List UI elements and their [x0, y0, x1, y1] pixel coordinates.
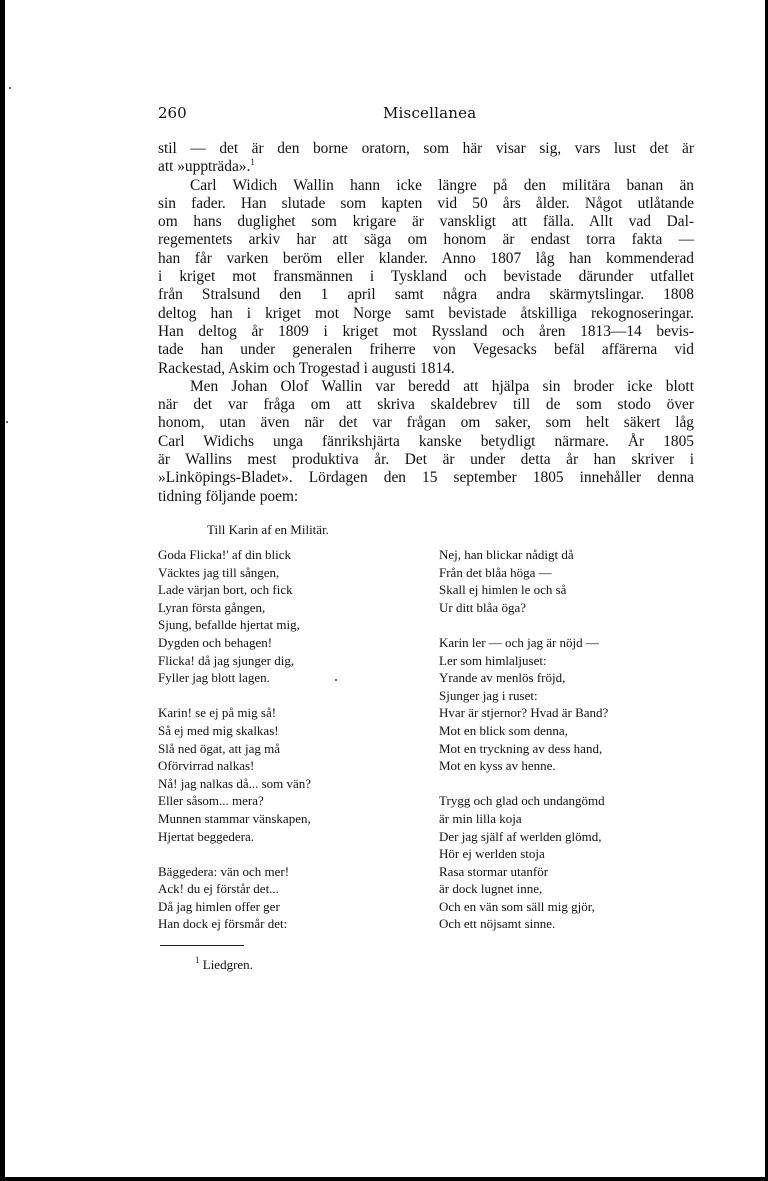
- poem-verse: Väcktes jag till sången,: [158, 564, 280, 580]
- body-line: [158, 140, 694, 158]
- body-line: [158, 323, 694, 341]
- poem-verse: Munnen stammar vänskapen,: [158, 810, 311, 826]
- body-line-text: deltog han i kriget mot Norge samt bevistade åtskilliga rekognoseringar.: [158, 304, 694, 322]
- body-line: [158, 231, 694, 249]
- poem-verse: Der jag själf af werlden glömd,: [439, 828, 602, 844]
- body-line: [158, 250, 694, 268]
- poem-verse: Hvar är stjernor? Hvad är Band?: [439, 705, 609, 721]
- body-line: [158, 469, 694, 487]
- body-line-text: tade han under generalen friherre von Vegesacks befäl affärerna vid: [158, 341, 694, 359]
- body-line-text: Men Johan Olof Wallin var beredd att hjälpa sin broder icke blott: [190, 377, 694, 395]
- body-line-text: Han deltog år 1809 i kriget mot Ryssland och åren 1813—14 bevis-: [158, 322, 694, 340]
- body-line-text: tidning följande poem:: [158, 487, 299, 505]
- body-line-text: stil — det är den borne oratorn, som här visar sig, vars lust det är: [158, 140, 694, 157]
- scan-left-border: [0, 0, 5, 1181]
- poem-verse: Så ej med mig skalkas!: [158, 722, 279, 738]
- poem-stanza: [439, 634, 694, 775]
- footnote-text: Liedgren.: [202, 957, 253, 972]
- poem-verse: är min lilla koja: [439, 810, 522, 826]
- body-line: [158, 158, 694, 176]
- body-line: [158, 433, 694, 451]
- body-line-text: sin fader. Han slutade som kapten vid 50 års ålder. Något utlåtande: [158, 194, 694, 212]
- body-line-text: om hans duglighet som krigare är vanskligt att fälla. Allt vad Dal-: [158, 213, 694, 231]
- poem-verse: Ack! du ej förstår det...: [158, 881, 279, 897]
- footnote-rule: [160, 945, 244, 946]
- body-line-text: honom, utan även när det var frågan om saker, som helt säkert låg: [158, 414, 694, 432]
- poem-verse: Hör ej werlden stoja: [439, 846, 545, 862]
- poem-stanza: [158, 863, 408, 933]
- body-text: [158, 140, 694, 506]
- poem-stanza: [158, 546, 408, 687]
- body-line: [158, 451, 694, 469]
- body-line: [158, 195, 694, 213]
- body-line-text: i kriget mot fransmännen i Tyskland och bevistade därunder utfallet: [158, 268, 694, 286]
- body-line-text: Carl Widichs unga fänrikshjärta kanske betydligt närmare. År 1805: [158, 432, 694, 450]
- poem-verse: Nå! jag nalkas då... som vän?: [158, 775, 312, 791]
- scan-bottom-border: [0, 1177, 768, 1181]
- body-line-text: från Stralsund den 1 april samt några andra skärmytslingar. 1808: [158, 286, 694, 304]
- poem-verse: Karin ler — och jag är nöjd —: [439, 634, 599, 650]
- poem-verse: Mot en tryckning av dess hand,: [439, 740, 603, 756]
- poem-verse: Från det blåa höga —: [439, 564, 552, 580]
- footnote-mark: 1: [195, 955, 200, 965]
- poem-verse: Lade värjan bort, och fick: [158, 582, 293, 598]
- poem-verse: Nej, han blickar nådigt då: [439, 547, 574, 562]
- body-line-text: att »uppträda».: [158, 158, 251, 176]
- poem-verse: Och ett nöjsamt sinne.: [439, 916, 556, 932]
- page-header: [158, 104, 694, 126]
- poem-verse: Yrande av menlös fröjd,: [439, 670, 566, 686]
- running-head: Miscellanea: [383, 104, 477, 122]
- poem-right-column: [439, 546, 694, 951]
- poem-verse: Slå ned ögat, att jag må: [158, 740, 281, 756]
- poem-verse: Trygg och glad och undangömd: [439, 793, 605, 809]
- poem-verse: Dygden och behagen!: [158, 634, 273, 650]
- poem-verse: Då jag himlen offer ger: [158, 898, 280, 914]
- poem-verse: Oförvirrad nalkas!: [158, 758, 255, 774]
- body-line: [158, 488, 694, 506]
- body-line-text: han får varken beröm eller klander. Anno 1807 låg han kommenderad: [158, 249, 694, 267]
- poem-verse: Sjunger jag i ruset:: [439, 687, 538, 703]
- body-line-text: Carl Widich Wallin hann icke längre på den militära banan än: [190, 176, 694, 194]
- poem-verse: Mot en kyss av henne.: [439, 758, 556, 774]
- footnote-reference: 1: [250, 157, 255, 168]
- poem-verse: Fyller jag blott lagen.: [158, 670, 270, 686]
- body-line: [158, 286, 694, 304]
- poem-verse: Goda Flicka!' af din blick: [158, 547, 292, 562]
- poem-verse: är dock lugnet inne,: [439, 881, 543, 897]
- scan-speck: [6, 421, 8, 423]
- poem-verse: Hjertat beggedera.: [158, 828, 255, 844]
- poem-verse: Skall ej himlen le och så: [439, 582, 567, 598]
- poem-verse: Flicka! då jag sjunger dig,: [158, 652, 295, 668]
- body-line: [158, 414, 694, 432]
- body-line-text: »Linköpings-Bladet». Lördagen den 15 september 1805 innehåller denna: [158, 469, 694, 487]
- body-line: [158, 268, 694, 286]
- scan-speck: [9, 87, 11, 89]
- poem-verse: Eller såsom... mera?: [158, 793, 264, 809]
- poem-verse: Mot en blick som denna,: [439, 722, 568, 738]
- body-line-text: är Wallins mest produktiva år. Det är under detta år han skriver i: [158, 451, 694, 469]
- body-line: [158, 396, 694, 414]
- poem-verse: Han dock ej försmår det:: [158, 916, 288, 932]
- poem-left-column: [158, 546, 408, 951]
- body-line: [158, 378, 694, 396]
- poem-stanza: [439, 546, 694, 616]
- poem-stanza: [439, 792, 694, 933]
- body-line: [158, 360, 694, 378]
- body-line: [158, 177, 694, 195]
- poem-verse: Ur ditt blåa öga?: [439, 599, 526, 615]
- body-line-text: Rackestad, Askim och Trogestad i augusti 1814.: [158, 359, 455, 377]
- page-number: 260: [158, 104, 187, 122]
- poem-verse: Lyran första gången,: [158, 599, 266, 615]
- body-line: [158, 305, 694, 323]
- poem-title: Till Karin af en Militär.: [207, 522, 329, 537]
- footnote: [195, 957, 253, 973]
- poem-verse: Ler som himlaljuset:: [439, 652, 547, 668]
- poem-verse: Bäggedera: vän och mer!: [158, 863, 290, 879]
- body-line: [158, 341, 694, 359]
- poem-verse: Rasa stormar utanför: [439, 863, 549, 879]
- poem-stanza: [158, 704, 408, 845]
- poem-verse: Sjung, befallde hjertat mig,: [158, 617, 300, 633]
- body-line: [158, 213, 694, 231]
- body-line-text: regementets arkiv har att säga om honom är endast torra fakta —: [158, 231, 694, 249]
- body-line-text: när det var fråga om att skriva skaldebrev till de som stodo över: [158, 396, 694, 414]
- poem-verse: Karin! se ej på mig så!: [158, 705, 277, 721]
- poem-verse: Och en vän som säll mig gjör,: [439, 898, 595, 914]
